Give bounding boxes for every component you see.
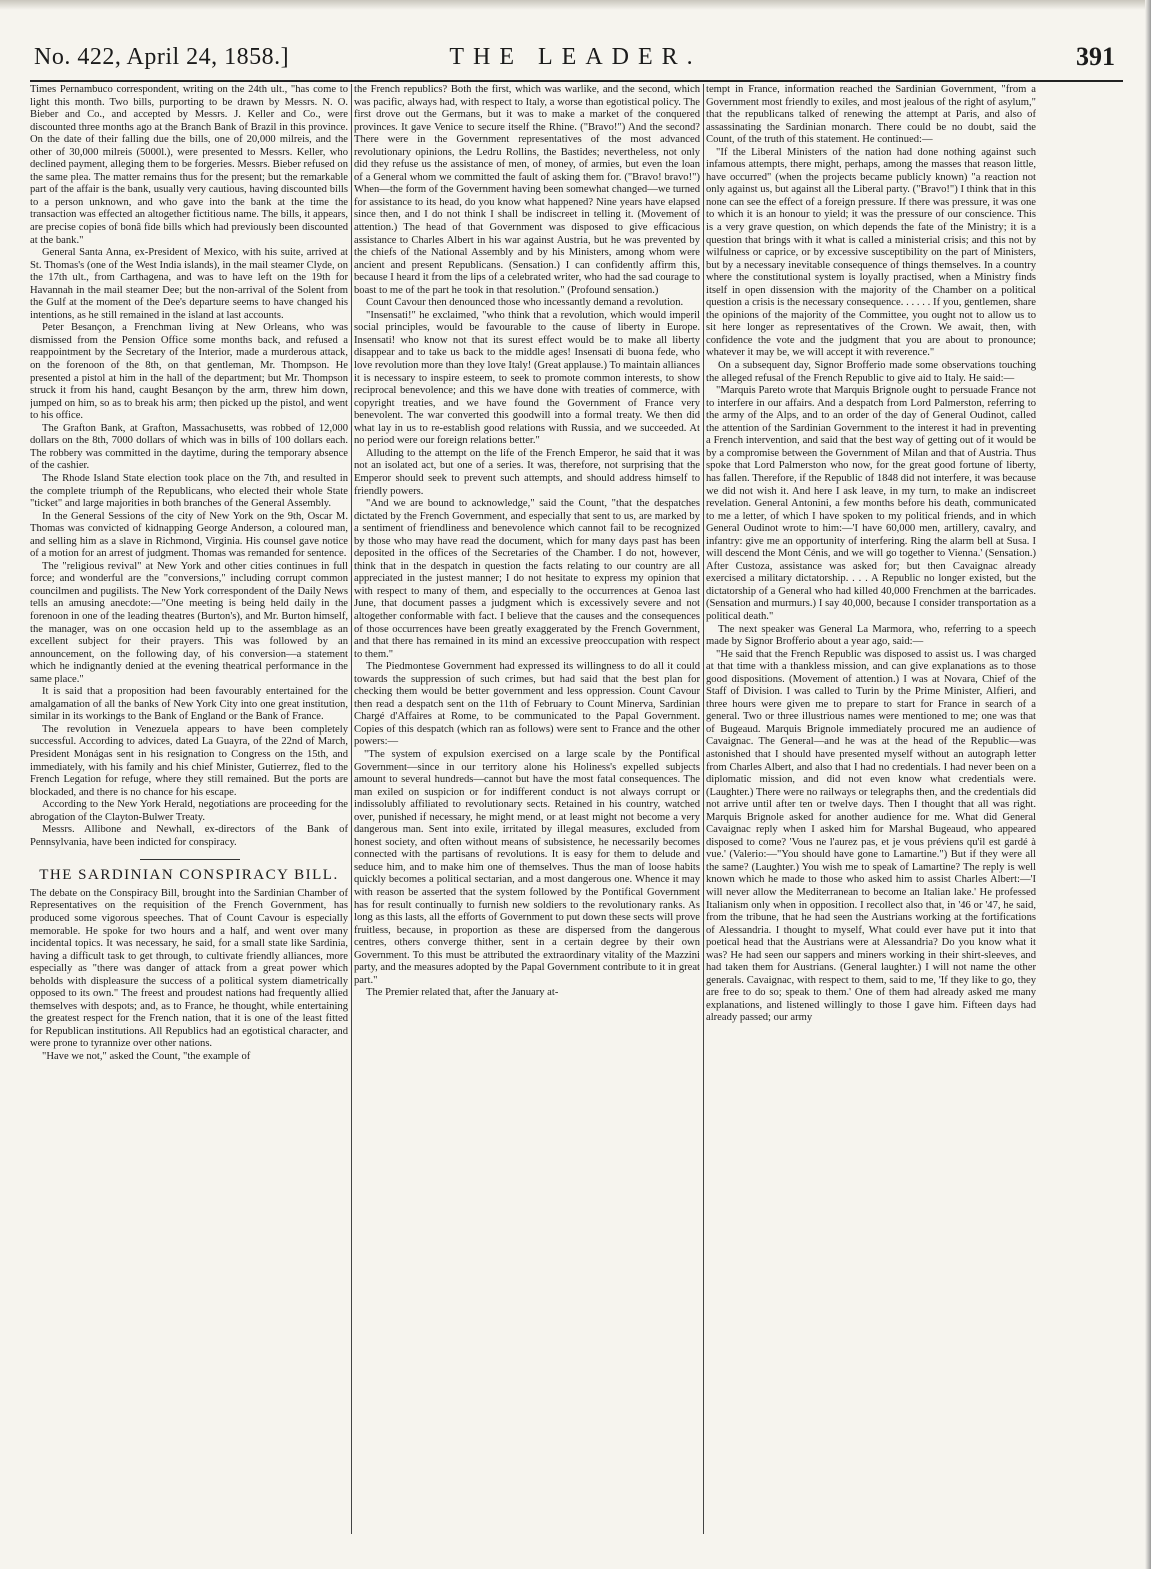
paragraph: It is said that a proposition had been favourably entertained for the amalgamation of all the banks of New York City into one great institution, similar in its workings to the Bank of England or the Bank of France. xyxy=(30,686,348,723)
column-1 xyxy=(30,84,348,1536)
paragraph: Times Pernambuco correspondent, writing on the 24th ult., "has come to light this month. Two bills, purporting to be drawn by Messrs. N. O. Bieber and Co., and accepted by Messrs. J. Keller and Co., were discounted three months ago at the Branch Bank of Brazil in this province. On the date of their falling due the bills, one of 20,000 milreis, and the other of 30,000 milreis (5000l.), were presented to Messrs. Keller, who declined payment, alleging them to be forgeries. Messrs. Bieber refused on the same plea. The matter remains thus for the present; but the remarkable part of the affair is the bank, usually very cautious, having discounted bills to a person unknown, and who gave into the bank at the time the transaction was effected an altogether fictitious name. The bills, it appears, are precise copies of bonâ fide bills which had previously been discounted at the bank." xyxy=(30,84,348,246)
paragraph: Messrs. Allibone and Newhall, ex-directors of the Bank of Pennsylvania, have been indicted for conspiracy. xyxy=(30,824,348,848)
paragraph: The "religious revival" at New York and other cities continues in full force; and wonderful are the "conversions," including corrupt common councilmen and pugilists. The New York correspondent of the Daily News tells an amusing anecdote:—"One meeting is being held daily in the forenoon in one of the leading theatres (Burton's), and Mr. Burton himself, the manager, was on one occasion held up to the assemblage as an excellent subject for their prayers. This was followed by an announcement, on the following day, of his conversion—a statement which he indignantly denied at the evening theatrical performance in the same place." xyxy=(30,560,348,685)
page-number: 391 xyxy=(1076,42,1115,71)
column-divider xyxy=(703,84,704,1534)
column-2 xyxy=(354,84,700,1536)
paragraph: On a subsequent day, Signor Brofferio made some observations touching the alleged refusal of the French Republic to give aid to Italy. He said:— xyxy=(706,360,1036,384)
paragraph: Alluding to the attempt on the life of the French Emperor, he said that it was not an isolated act, but one of a series. It was, therefore, not surprising that the Emperor should seek to prevent such attempts, and should address himself to friendly powers. xyxy=(354,447,700,497)
masthead-title: THE LEADER. xyxy=(449,44,702,70)
article-title: THE SARDINIAN CONSPIRACY BILL. xyxy=(30,859,348,882)
paragraph: According to the New York Herald, negotiations are proceeding for the abrogation of the Clayton-Bulwer Treaty. xyxy=(30,799,348,823)
column-3 xyxy=(706,84,1036,1536)
paragraph: Count Cavour then denounced those who incessantly demand a revolution. xyxy=(366,297,684,309)
paragraph: "Have we not," asked the Count, "the example of xyxy=(42,1051,251,1063)
page-header xyxy=(28,38,1123,78)
paragraph: "And we are bound to acknowledge," said the Count, "that the despatches dictated by the French Government, and especially that sent to us, are marked by a sentiment of friendliness and benevolence which cannot fail to be recognized by those who may have read the document, which for many days past has been deposited in the offices of the Secretaries of the Chamber. I do not, however, think that in the despatch in question the facts relating to our country are all appreciated in the justest manner; I do not hesitate to express my opinion that with respect to many of them, and especially to the occurrences at Genoa last June, that document passes a judgment which is excessively severe and not altogether conformable with fact. I believe that the causes and the consequences of those occurrences have been greatly exaggerated by the French Government, and that there has remained in its mind an excessive preoccupation with respect to them." xyxy=(354,498,700,660)
paragraph: General Santa Anna, ex-President of Mexico, with his suite, arrived at St. Thomas's (one of the West India islands), in the mail steamer Clyde, on the 17th ult., from Carthagena, and was to have left on the 19th for Havannah in the mail steamer Dee; but the non-arrival of the Solent from the Gulf at the moment of the Dee's departure seems to have changed his intentions, as he still remained in the island at last accounts. xyxy=(30,247,348,321)
paragraph: In the General Sessions of the city of New York on the 9th, Oscar M. Thomas was convicted of kidnapping George Anderson, a coloured man, and selling him as a slave in Richmond, Virginia. His counsel gave notice of a motion for an arrest of judgment. Thomas was remanded for sentence. xyxy=(30,510,348,560)
paragraph: The debate on the Conspiracy Bill, brought into the Sardinian Chamber of Representatives on the requisition of the French Government, has produced some vigorous speeches. That of Count Cavour is especially memorable. He spoke for two hours and a half, and went over many incidental topics. It was necessary, he said, for a small state like Sardinia, having a difficult task to get through, to cultivate friendly alliances, more especially as "there was danger of attack from a great power which beholds with displeasure the success of a political system diametrically opposed to its own." The freest and proudest nations had frequently allied themselves with despots; and, as to France, he thought, while entertaining the greatest respect for the French nation, that it is one of the least fitted for Republican institutions. All Republics had an egotistical character, and were prone to tyrannize over other nations. xyxy=(30,887,348,1050)
paragraph: "He said that the French Republic was disposed to assist us. I was charged at that time with a thankless mission, and can give explanations as to those good dispositions. (Movement of attention.) I was at Novara, Chief of the Staff of Division. I was called to Turin by the Prime Minister, Alfieri, and three hours were given me to prepare to start for France in search of a general. Two or three illustrious names were mentioned to me; one was that of Bugeaud. Marquis Brignole immediately procured me an audience of Cavaignac. The General—and he was at the head of the Republic—was astonished that I should have presented myself without an autograph letter from Charles Albert, and also that I had no credentials. I had never been on a diplomatic mission, and did not even know what credentials were. (Laughter.) There were no railways or telegraphs then, and the credentials did not arrive until after ten or twelve days. Then I thought that all was right. Marquis Brignole asked for another audience for me. What did General Cavaignac reply when I asked him for Marshal Bugeaud, who appeared disposed to come? 'Vous ne l'aurez pas, et je vous préviens qu'il est gardé à vue.' (Valerio:—"You should have gone to Lamartine.") But if they were all the same? (Laughter.) You wish me to speak of Lamartine? The reply is well known which he made to those who asked him to assist Charles Albert:—'I will never allow the Mediterranean to become an Italian lake.' He professed Italianism only when in opposition. I recollect also that, in '46 or '47, he said, from the tribune, that he had seen the Austrians working at the fortifications of Alessandria. I thought to myself, What could ever have put it into that poetical head that the Austrians were at Alessandria? Do you know what it was? He had seen our sappers and miners working in their shirt-sleeves, and had taken them for Austrians. (General laughter.) I will not name the other generals. Cavaignac, with respect to them, said to me, 'If they like to go, they are free to do so; speak to them.' One of them had already asked me many explanations, and listened willingly to those I gave him. Fifteen days had already passed; our army xyxy=(706,648,1036,1024)
paragraph: Peter Besançon, a Frenchman living at New Orleans, who was dismissed from the Pension Office some months back, and refused a reappointment by the Secretary of the Interior, made a murderous attack, on the forenoon of the 8th, on that gentleman, Mr. Thompson. He presented a pistol at him in the hall of the department; but Mr. Thompson struck it from his hand, caught Besançon by the arm, threw him down, jumped on him, so as to break his arm; then picked up the pistol, and went to his office. xyxy=(30,322,348,422)
paragraph: "Marquis Pareto wrote that Marquis Brignole ought to persuade France not to interfere in our affairs. And a despatch from Lord Palmerston, referring to the army of the Alps, and to an order of the day of General Oudinot, called the attention of the Sardinian Government to the interest it had in preventing a French intervention, and said that the best way of getting out of it would be by a compromise between the Government of Milan and that of Austria. Thus spoke that Lord Palmerston who now, for the great good fortune of liberty, has fallen. Therefore, if the Republic of 1848 did not interfere, it was because we did not wish it. And here I ask leave, in my turn, to make an indiscreet revelation. General Antonini, a few months before his death, communicated to me a letter, of which I have spoken to my political friends, and in which General Oudinot wrote to him:—'I have 60,000 men, artillery, cavalry, and infantry: give me an opportunity of interfering. Ring the alarm bell at Susa. I will descend the Mont Cénis, and we will go together to Vienna.' (Sensation.) After Custoza, assistance was asked for; but then Cavaignac already exercised a military dictatorship. . . . A Republic no longer existed, but the dictatorship of a General who had killed 40,000 Frenchmen at the barricades. (Sensation and murmurs.) I say 40,000, because I consider transportation as a political death." xyxy=(706,385,1036,622)
paragraph: tempt in France, information reached the Sardinian Government, "from a Government most friendly to exiles, and most jealous of the right of asylum," that the republicans talked of renewing the attempt at Paris, and also of assassinating the Sardinian monarch. There could be no doubt, said the Count, of the truth of this statement. He continued:— xyxy=(706,84,1036,146)
column-divider xyxy=(351,84,352,1534)
paragraph: "Insensati!" he exclaimed, "who think that a revolution, which would imperil social principles, would be favourable to the cause of liberty in Europe. Insensati! who know not that its surest effect would be to make all liberty disappear and to take us back to the middle ages! Insensati di buona fede, who love revolution more than they love Italy! (Great applause.) To maintain alliances it is necessary to inspire esteem, to seek to promote common interests, to show reciprocal benevolence; and this we have done with treaties of commerce, with copyright treaties, and we have found the Government of France very benevolent. The war converted this goodwill into a formal treaty. We then did what lay in us to re-establish good relations with Russia, and we succeeded. At no period were our foreign relations better." xyxy=(354,309,700,447)
page-top-edge xyxy=(0,0,1151,10)
paragraph: The Premier related that, after the January at- xyxy=(366,987,559,999)
paragraph: The Rhode Island State election took place on the 7th, and resulted in the complete triumph of the Republicans, who elected their whole State "ticket" and large majorities in both branches of the General Assembly. xyxy=(30,472,348,510)
issue-date: No. 422, April 24, 1858.] xyxy=(34,44,290,70)
paragraph: The revolution in Venezuela appears to have been completely successful. According to advices, dated La Guayra, of the 22nd of March, President Monágas sent in his resignation to Congress on the 15th, and immediately, with his family and his chief Minister, Gutierrez, fled to the French Legation for refuge, where they still remained. But the ports are blockaded, and there is no chance for his escape. xyxy=(30,723,348,798)
page-right-edge xyxy=(1145,0,1151,1569)
paragraph: The Grafton Bank, at Grafton, Massachusetts, was robbed of 12,000 dollars on the 8th, 7000 dollars of which was in bills of 100 dollars each. The robbery was committed in the daytime, during the temporary absence of the cashier. xyxy=(30,422,348,472)
paragraph: The Piedmontese Government had expressed its willingness to do all it could towards the suppression of such crimes, but had said that the best plan for checking them would be better government and less oppression. Count Cavour then read a despatch sent on the 11th of February to Count Minerva, Sardinian Chargé d'Affaires at Rome, to be communicated to the Papal Government. Copies of this despatch (which ran as follows) were sent to France and the other powers:— xyxy=(354,661,700,748)
paragraph: The next speaker was General La Marmora, who, referring to a speech made by Signor Brofferio about a year ago, said:— xyxy=(706,623,1036,648)
paragraph: the French republics? Both the first, which was warlike, and the second, which was pacific, always had, with respect to Italy, a worse than egotistical policy. The first drove out the Germans, but it was to make a market of the conquered provinces. It gave Venice to secure itself the Rhine. ("Bravo!") And the second? There were in the Government representatives of the most advanced revolutionary opinions, the Ledru Rollins, the Bastides; nevertheless, not only did they refuse us the assistance of men, of money, of armies, but even the loan of a General whom we committed the fault of asking them for. ("Bravo! bravo!") When—the form of the Government having been somewhat changed—we turned for assistance to its head, do you know what happened? Nine years have elapsed since then, and I do not think I shall be indiscreet in telling it. (Movement of attention.) The head of that Government was disposed to give efficacious assistance to Charles Albert in his war against Austria, but he was prevented by the chiefs of the National Assembly and by his Ministers, among whom were ancient and present Republicans. (Sensation.) I can confidently affirm this, because I heard it from the lips of a celebrated writer, who had the sad courage to boast to me of the part he took in that resolution." (Profound sensation.) xyxy=(354,84,700,296)
paragraph: "If the Liberal Ministers of the nation had done nothing against such infamous attempts, there might, perhaps, among the masses that reason little, have occurred" (when the projects became publicly known) "a reaction not only against us, but against all the Liberal party. ("Bravo!") I think that in this none can see the effect of a foreign pressure. If there was pressure, it was one to which it is an honour to yield; it was the pressure of our conscience. This is a very grave question, on which depends the fate of the Ministry; it is a question that brings with it what is called a ministerial crisis; and this not by wilfulness or caprice, or by excessive susceptibility on the part of Ministers, but by a necessary inevitable consequence of things themselves. In a country where the constitutional system is loyally practised, when a Ministry finds itself in open dissension with the majority of the Chamber on a political question a crisis is the necessary consequence. . . . . . If you, gentlemen, share the opinions of the majority of the Committee, you ought not to allow us to sit here longer as representatives of the Crown. We await, then, with confidence the vote and the judgment that you are about to pronounce; whatever it may be, we will accept it with reverence." xyxy=(706,146,1036,359)
header-rule xyxy=(30,80,1123,82)
quoted-despatch: "The system of expulsion exercised on a large scale by the Pontifical Government—since in our territory alone his Holiness's expelled subjects amount to several hundreds—cannot but have the most fatal consequences. The man exiled on suspicion or for indifferent conduct is not always corrupt or indissolubly affiliated to revolutionary sects. Retained in his country, watched over, punished if necessary, he might mend, or at least might not become a very dangerous man. Sent into exile, irritated by illegal measures, excluded from honest society, and often without means of subsistence, he necessarily becomes connected with the partisans of revolutions. It is easy for them to delude and seduce him, and to make him one of themselves. Thus the man of loose habits quickly becomes a political sectarian, and a most dangerous one. Whence it may with reason be asserted that the system followed by the Pontifical Government has for result continually to furnish new soldiers to the revolutionary ranks. As long as this lasts, all the efforts of Government to put down these sects will prove fruitless, because, in proportion as these are dispersed from the dangerous centres, others converge thither, sent in a certain degree by their own Government. To this must be attributed the extraordinary vitality of the Mazzini party, and the measures adopted by the Papal Government contribute to it in great part." xyxy=(354,748,700,986)
